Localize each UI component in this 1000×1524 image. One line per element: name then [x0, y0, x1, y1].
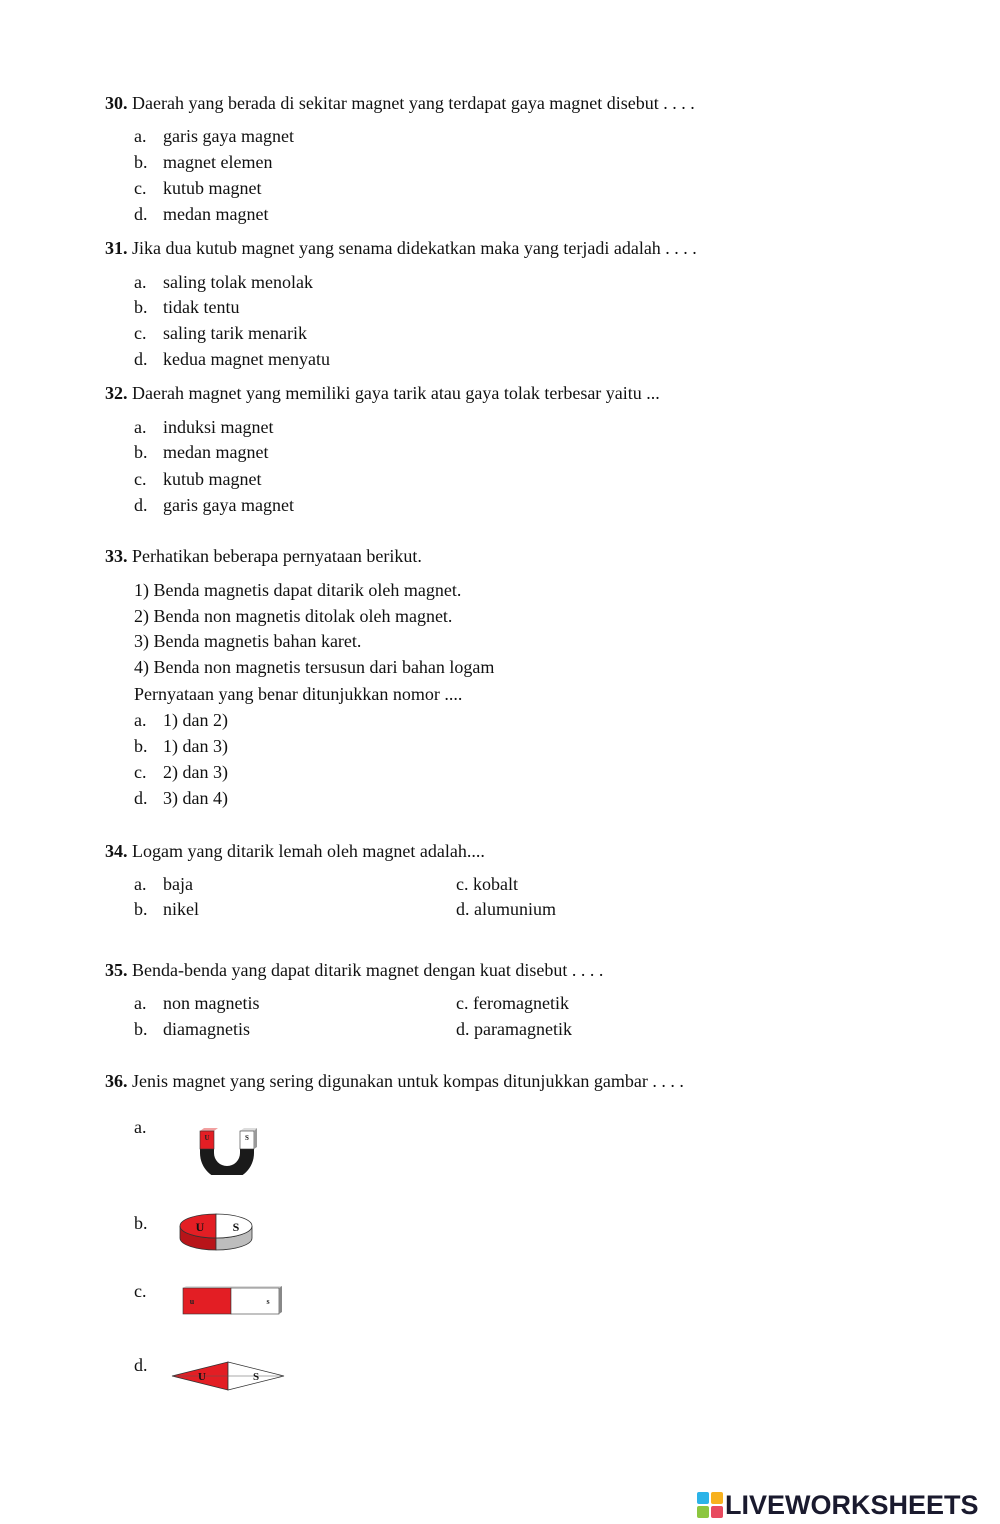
pole-u-label: u — [189, 1297, 195, 1306]
q35-option-b[interactable]: b. diamagnetis — [134, 1019, 250, 1039]
q34-option-a[interactable]: a. baja — [134, 874, 193, 894]
q35-option-d[interactable]: d. paramagnetik — [456, 1019, 572, 1039]
liveworksheets-logo — [697, 1490, 997, 1520]
q31-option-b[interactable]: b. tidak tentu — [134, 297, 240, 317]
q33-statement-2: 2) Benda non magnetis ditolak oleh magnet. — [134, 606, 453, 626]
q33-option-b[interactable]: b. 1) dan 3) — [134, 736, 228, 756]
q30-option-b[interactable]: b. magnet elemen — [134, 152, 273, 172]
q32-option-b[interactable]: b. medan magnet — [134, 442, 269, 462]
question-32: 32. Daerah magnet yang memiliki gaya tarik atau gaya tolak terbesar yaitu ... — [105, 383, 660, 403]
q33-option-a[interactable]: a. 1) dan 2) — [134, 710, 228, 730]
pole-s-label: S — [252, 1371, 260, 1383]
pole-s-label: s — [266, 1297, 270, 1306]
question-30: 30. Daerah yang berada di sekitar magnet yang terdapat gaya magnet disebut . . . . — [105, 93, 695, 113]
q30-option-c[interactable]: c. kutub magnet — [134, 178, 262, 198]
liveworksheets-logo-icon — [697, 1492, 723, 1518]
pole-s-label: S — [232, 1220, 240, 1234]
q33-prompt: Pernyataan yang benar ditunjukkan nomor .... — [134, 684, 463, 704]
question-33: 33. Perhatikan beberapa pernyataan berikut. — [105, 546, 422, 566]
q36-option-c[interactable]: c. — [134, 1281, 147, 1301]
q33-option-d[interactable]: d. 3) dan 4) — [134, 788, 228, 808]
q33-statement-1: 1) Benda magnetis dapat ditarik oleh magnet. — [134, 580, 462, 600]
q35-option-c[interactable]: c. feromagnetik — [456, 993, 569, 1013]
horseshoe-magnet-image[interactable] — [196, 1127, 260, 1175]
disc-magnet-image[interactable] — [178, 1210, 254, 1256]
pole-u-label: U — [195, 1220, 205, 1234]
q34-option-c[interactable]: c. kobalt — [456, 874, 518, 894]
question-36: 36. Jenis magnet yang sering digunakan untuk kompas ditunjukkan gambar . . . . — [105, 1071, 684, 1091]
q32-option-c[interactable]: c. kutub magnet — [134, 469, 262, 489]
pole-u-label: U — [198, 1371, 206, 1383]
logo-text: LIVEWORKSHEETS — [725, 1489, 979, 1520]
q33-statement-3: 3) Benda magnetis bahan karet. — [134, 631, 362, 651]
q31-option-d[interactable]: d. kedua magnet menyatu — [134, 349, 330, 369]
q36-option-d[interactable]: d. — [134, 1355, 148, 1375]
q36-option-b[interactable]: b. — [134, 1213, 148, 1233]
q36-option-a[interactable]: a. — [134, 1117, 147, 1137]
pole-u-label: U — [204, 1134, 210, 1142]
q33-option-c[interactable]: c. 2) dan 3) — [134, 762, 228, 782]
q34-option-d[interactable]: d. alumunium — [456, 899, 556, 919]
q32-option-a[interactable]: a. induksi magnet — [134, 417, 274, 437]
q33-statement-4: 4) Benda non magnetis tersusun dari bahan logam — [134, 657, 495, 677]
question-35: 35. Benda-benda yang dapat ditarik magnet dengan kuat disebut . . . . — [105, 960, 604, 980]
needle-magnet-image[interactable] — [170, 1360, 286, 1392]
q32-option-d[interactable]: d. garis gaya magnet — [134, 495, 294, 515]
q31-option-c[interactable]: c. saling tarik menarik — [134, 323, 307, 343]
question-34: 34. Logam yang ditarik lemah oleh magnet adalah.... — [105, 841, 485, 861]
q30-option-a[interactable]: a. garis gaya magnet — [134, 126, 294, 146]
q30-option-d[interactable]: d. medan magnet — [134, 204, 269, 224]
q34-option-b[interactable]: b. nikel — [134, 899, 199, 919]
bar-magnet-image[interactable] — [180, 1284, 284, 1318]
q31-option-a[interactable]: a. saling tolak menolak — [134, 272, 313, 292]
question-31: 31. Jika dua kutub magnet yang senama didekatkan maka yang terjadi adalah . . . . — [105, 238, 697, 258]
q35-option-a[interactable]: a. non magnetis — [134, 993, 260, 1013]
pole-s-label: S — [245, 1134, 249, 1142]
